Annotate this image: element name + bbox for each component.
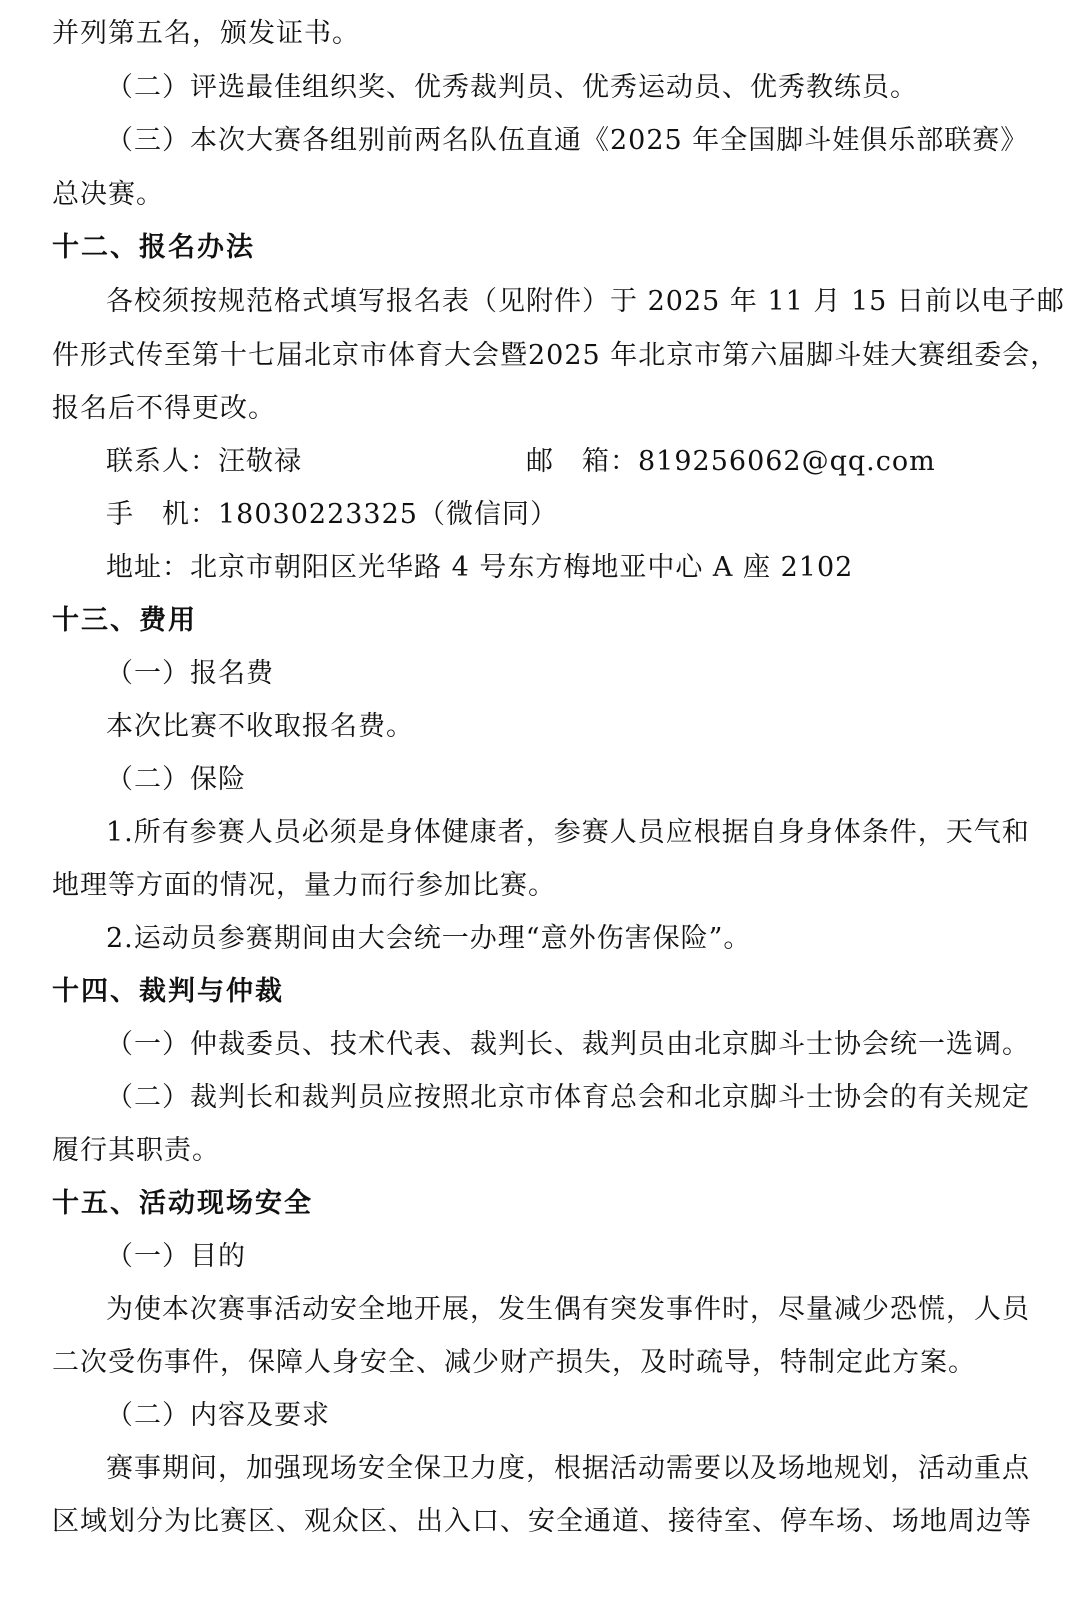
subheading-text: （二）内容及要求: [106, 1400, 330, 1431]
subheading-text: （二）保险: [106, 764, 246, 795]
subheading-line: [0, 654, 1080, 694]
text-line: [0, 175, 1080, 215]
heading-text: 十三、费用: [52, 605, 197, 636]
heading-text: 十二、报名办法: [52, 232, 255, 263]
text-span: 地理等方面的情况，量力而行参加比赛。: [52, 870, 556, 901]
paragraph-line: [0, 389, 1080, 429]
text-line: [0, 121, 1080, 161]
contact-line: [0, 548, 1080, 588]
text-line: [0, 14, 1080, 54]
text-span: 报名后不得更改。: [52, 393, 276, 424]
text-span: 区域划分为比赛区、观众区、出入口、安全通道、接待室、停车场、场地周边等: [52, 1506, 1032, 1537]
paragraph-line: [0, 1078, 1080, 1118]
subheading-text: （一）目的: [106, 1241, 246, 1272]
text-span: （二）评选最佳组织奖、优秀裁判员、优秀运动员、优秀教练员。: [106, 72, 918, 103]
contact-address: 地址：北京市朝阳区光华路 4 号东方梅地亚中心 A 座 2102: [106, 552, 854, 583]
text-span: 件形式传至第十七届北京市体育大会暨2025 年北京市第六届脚斗娃大赛组委会，: [52, 340, 1059, 371]
paragraph-line: [0, 282, 1080, 322]
paragraph-line: [0, 1449, 1080, 1489]
text-span: 本次比赛不收取报名费。: [106, 711, 414, 742]
section-heading: [0, 972, 1080, 1012]
text-span: 1.所有参赛人员必须是身体健康者，参赛人员应根据自身身体条件，天气和: [106, 817, 1030, 848]
paragraph-line: [0, 1343, 1080, 1383]
heading-text: 十五、活动现场安全: [52, 1188, 313, 1219]
text-span: （一）仲裁委员、技术代表、裁判长、裁判员由北京脚斗士协会统一选调。: [106, 1029, 1030, 1060]
paragraph-line: [0, 1502, 1080, 1542]
contact-line: [0, 495, 1080, 535]
paragraph-line: [0, 919, 1080, 959]
text-span: 为使本次赛事活动安全地开展，发生偶有突发事件时，尽量减少恐慌，人员: [106, 1294, 1030, 1325]
paragraph-line: [0, 1290, 1080, 1330]
paragraph-line: [0, 866, 1080, 906]
text-line: [0, 68, 1080, 108]
paragraph-line: [0, 707, 1080, 747]
section-heading: [0, 228, 1080, 268]
contact-phone: 手 机：18030223325（微信同）: [106, 499, 558, 530]
contact-person: 联系人：汪敬禄: [106, 446, 302, 477]
contact-email: 邮 箱：819256062@qq.com: [526, 446, 936, 477]
section-heading: [0, 601, 1080, 641]
heading-text: 十四、裁判与仲裁: [52, 976, 284, 1007]
text-span: 并列第五名，颁发证书。: [52, 18, 360, 49]
text-span: 赛事期间，加强现场安全保卫力度，根据活动需要以及场地规划，活动重点: [106, 1453, 1030, 1484]
subheading-line: [0, 1396, 1080, 1436]
paragraph-line: [0, 1131, 1080, 1171]
text-span: 履行其职责。: [52, 1135, 220, 1166]
text-span: 二次受伤事件，保障人身安全、减少财产损失，及时疏导，特制定此方案。: [52, 1347, 976, 1378]
subheading-line: [0, 760, 1080, 800]
section-heading: [0, 1184, 1080, 1224]
paragraph-line: [0, 813, 1080, 853]
subheading-text: （一）报名费: [106, 658, 274, 689]
text-span: （二）裁判长和裁判员应按照北京市体育总会和北京脚斗士协会的有关规定: [106, 1082, 1030, 1113]
text-span: 总决赛。: [52, 179, 164, 210]
text-span: 2.运动员参赛期间由大会统一办理“意外伤害保险”。: [106, 923, 752, 954]
subheading-line: [0, 1237, 1080, 1277]
contact-line: [0, 442, 1080, 482]
text-span: 各校须按规范格式填写报名表（见附件）于 2025 年 11 月 15 日前以电子邮: [106, 286, 1065, 317]
paragraph-line: [0, 336, 1080, 376]
paragraph-line: [0, 1025, 1080, 1065]
text-span: （三）本次大赛各组别前两名队伍直通《2025 年全国脚斗娃俱乐部联赛》: [106, 125, 1029, 156]
